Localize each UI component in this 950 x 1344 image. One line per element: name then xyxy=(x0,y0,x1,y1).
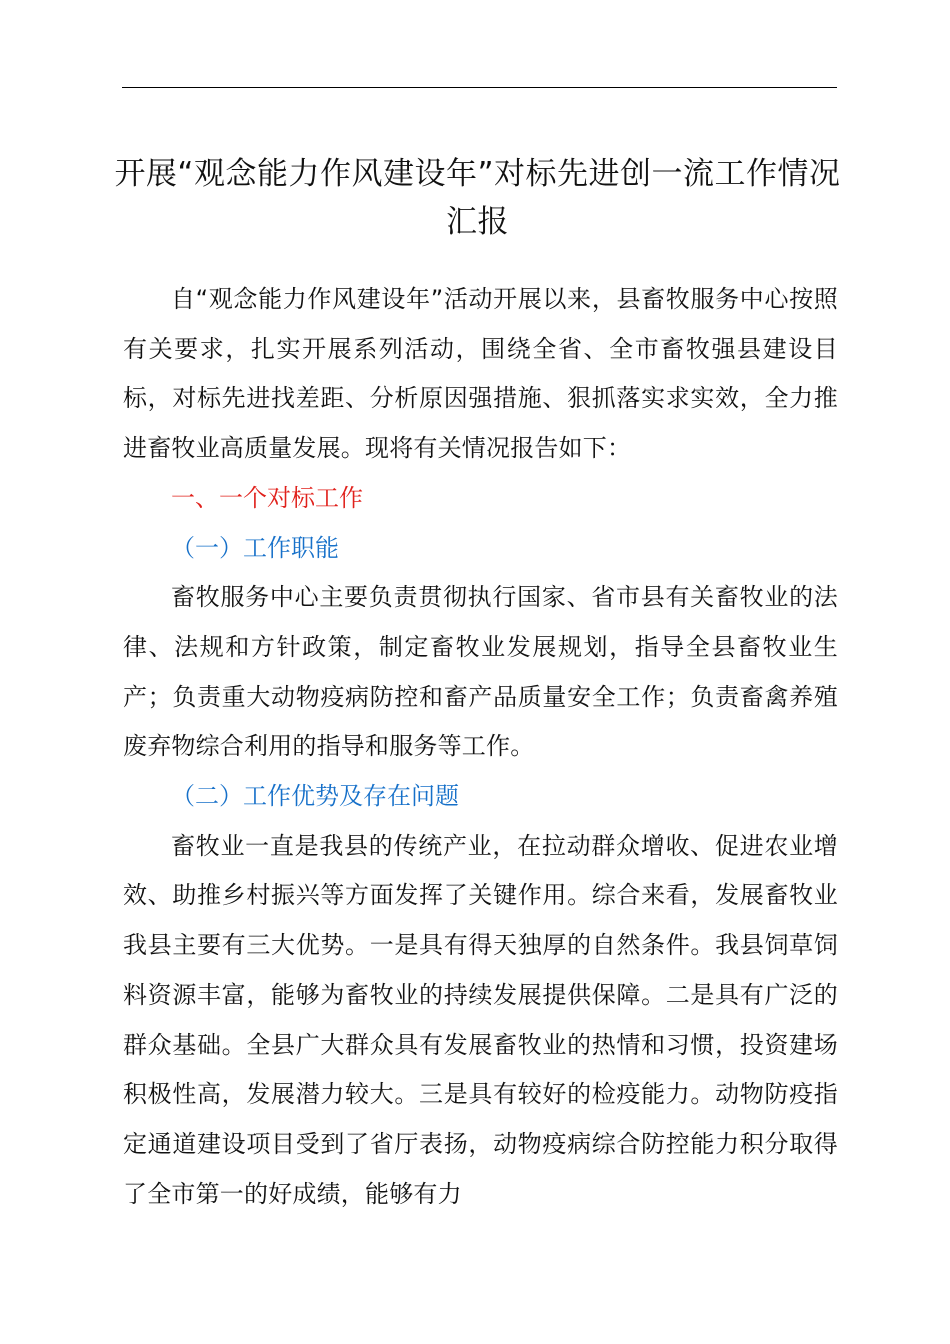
document-body xyxy=(123,275,838,1219)
header-rule xyxy=(122,87,837,88)
intro-paragraph: 自“观念能力作风建设年”活动开展以来，县畜牧服务中心按照有关要求，扎实开展系列活动，围绕全省、全市畜牧强县建设目标，对标先进找差距、分析原因强措施、狠抓落实求实效，全力推进畜牧业高质量发展。现将有关情况报告如下： xyxy=(123,285,838,463)
subsection-heading-2: （二）工作优势及存在问题 xyxy=(171,782,459,811)
subsection-paragraph-2: 畜牧业一直是我县的传统产业，在拉动群众增收、促进农业增效、助推乡村振兴等方面发挥了关键作用。综合来看，发展畜牧业我县主要有三大优势。一是具有得天独厚的自然条件。我县饲草饲料资源丰富，能够为畜牧业的持续发展提供保障。二是具有广泛的群众基础。全县广大群众具有发展畜牧业的热情和习惯，投资建场积极性高，发展潜力较大。三是具有较好的检疫能力。动物防疫指定通道建设项目受到了省厅表扬，动物疫病综合防控能力积分取得了全市第一的好成绩，能够有力 xyxy=(123,831,838,1208)
document-title: 开展“观念能力作风建设年”对标先进创一流工作情况汇报 xyxy=(114,156,841,240)
subsection-paragraph-1: 畜牧服务中心主要负责贯彻执行国家、省市县有关畜牧业的法律、法规和方针政策，制定畜牧业发展规划，指导全县畜牧业生产；负责重大动物疫病防控和畜产品质量安全工作；负责畜禽养殖废弃物综合利用的指导和服务等工作。 xyxy=(123,583,838,761)
subsection-heading-1: （一）工作职能 xyxy=(171,533,339,562)
section-heading-1: 一、一个对标工作 xyxy=(171,483,363,512)
